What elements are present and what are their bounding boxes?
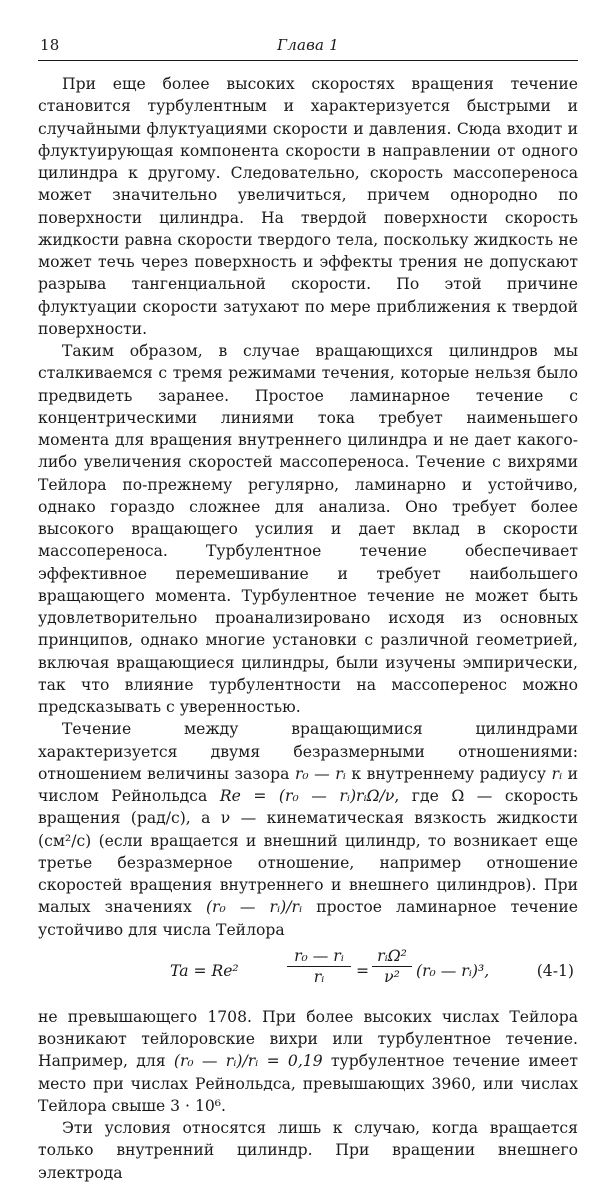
- fraction-2-numerator: rᵢΩ²: [372, 946, 412, 967]
- body-text: [38, 73, 578, 1184]
- page-number: 18: [40, 36, 60, 54]
- fraction-1-numerator: r₀ — rᵢ: [287, 946, 351, 967]
- equation-fraction-1: [287, 946, 351, 987]
- paragraph-5: Эти условия относятся лишь к случаю, когда вращается только внутренний цилиндр. При вращении внешнего электрода: [38, 1119, 578, 1182]
- paragraph-4-text-2: турбулентное течение имеет место при числах Рейнольдса, превышающих 3960, или числах Тейлора свыше 3 · 10⁶.: [38, 1052, 578, 1115]
- page-header: [38, 36, 578, 58]
- math-ratio-value: (r₀ — rᵢ)/rᵢ = 0,19: [173, 1052, 323, 1071]
- math-reynolds: Re = (r₀ — rᵢ)rᵢΩ/ν: [219, 787, 395, 805]
- paragraph-3: [38, 718, 578, 941]
- paragraph-4-text-1: не превышающего 1708. При более высоких числах Тейлора возникают тейлоровские вихри или турбулентное течение. Например, для: [38, 1007, 578, 1071]
- math-gap-ratio: (r₀ — rᵢ)/rᵢ: [205, 898, 303, 917]
- paragraph-2: Таким образом, в случае вращающихся цилиндров мы сталкиваемся с тремя режимами течения, которые нельзя было предвидеть заранее. Простое ламинарное течение с концентрическими линиями тока требует наименьшего момента для вращения внутреннего цилиндра и не дает какого-либо увеличения скоростей массопереноса. Течение с вихрями Тейлора по-прежнему регулярно, ламинарно и устойчиво, однако гораздо сложнее для анализа. Оно требует более высокого вращающего усилия и дает вклад в скорости массопереноса. Турбулентное течение обеспечивает эффективное перемешивание и требует наибольшего вращающего момента. Турбулентное течение не может быть удовлетворительно проанализировано исходя из основных принципов, однако многие установки с различной геометрией, включая вращающиеся цилиндры, были изучены эмпирически, так что влияние турбулентности на массоперенос можно предсказывать с уверенностью.: [38, 342, 578, 716]
- header-rule: [38, 60, 578, 61]
- equation-equals: =: [356, 961, 370, 980]
- equation-4-1: [38, 944, 578, 1002]
- paragraph-3-text-4: , где Ω — скорость вращения (рад/с), а ν — кинематическая вязкость жидкости (см²/с) (если вращается и внешний цилиндр, то возникает еще третье безразмерное отношение, например отношение скоростей вращения внутреннего и внешнего цилиндров). При малых значениях: [38, 787, 578, 917]
- paragraph-3-text-2: к внутреннему радиусу: [345, 764, 552, 783]
- equation-fraction-2: [372, 946, 412, 987]
- fraction-1-denominator: rᵢ: [313, 967, 325, 986]
- fraction-2-denominator: ν²: [384, 967, 400, 986]
- paragraph-3-text-5: простое ламинарное течение устойчиво для числа Тейлора: [38, 898, 578, 939]
- equation-rhs: (r₀ — rᵢ)³,: [416, 961, 490, 980]
- paragraph-1: При еще более высоких скоростях вращения течение становится турбулентным и характеризуется быстрыми и случайными флуктуациями скорости и давления. Сюда входит и флуктуирующая компонента скорости в направлении от одного цилиндра к другому. Следовательно, скорость массопереноса может значительно увеличиться, причем однородно по поверхности цилиндра. На твердой поверхности скорость жидкости равна скорости твердого тела, поскольку жидкость не может течь через поверхность и эффекты трения не допускают разрыва тангенциальной скорости. По этой причине флуктуации скорости затухают по мере приближения к твердой поверхности.: [38, 75, 578, 338]
- equation-number: (4-1): [536, 961, 574, 980]
- paragraph-3-text-3: и числом Рейнольдса: [38, 764, 578, 805]
- equation-lhs: Ta = Re²: [170, 961, 239, 980]
- math-inner-radius: rᵢ: [551, 764, 563, 783]
- math-gap: r₀ — rᵢ: [294, 764, 346, 783]
- paragraph-4: [38, 1006, 578, 1117]
- paragraph-3-text-1: Течение между вращающимися цилиндрами характеризуется двумя безразмерными отношениями: отношением величины зазора: [38, 720, 578, 783]
- chapter-title: Глава 1: [277, 36, 339, 54]
